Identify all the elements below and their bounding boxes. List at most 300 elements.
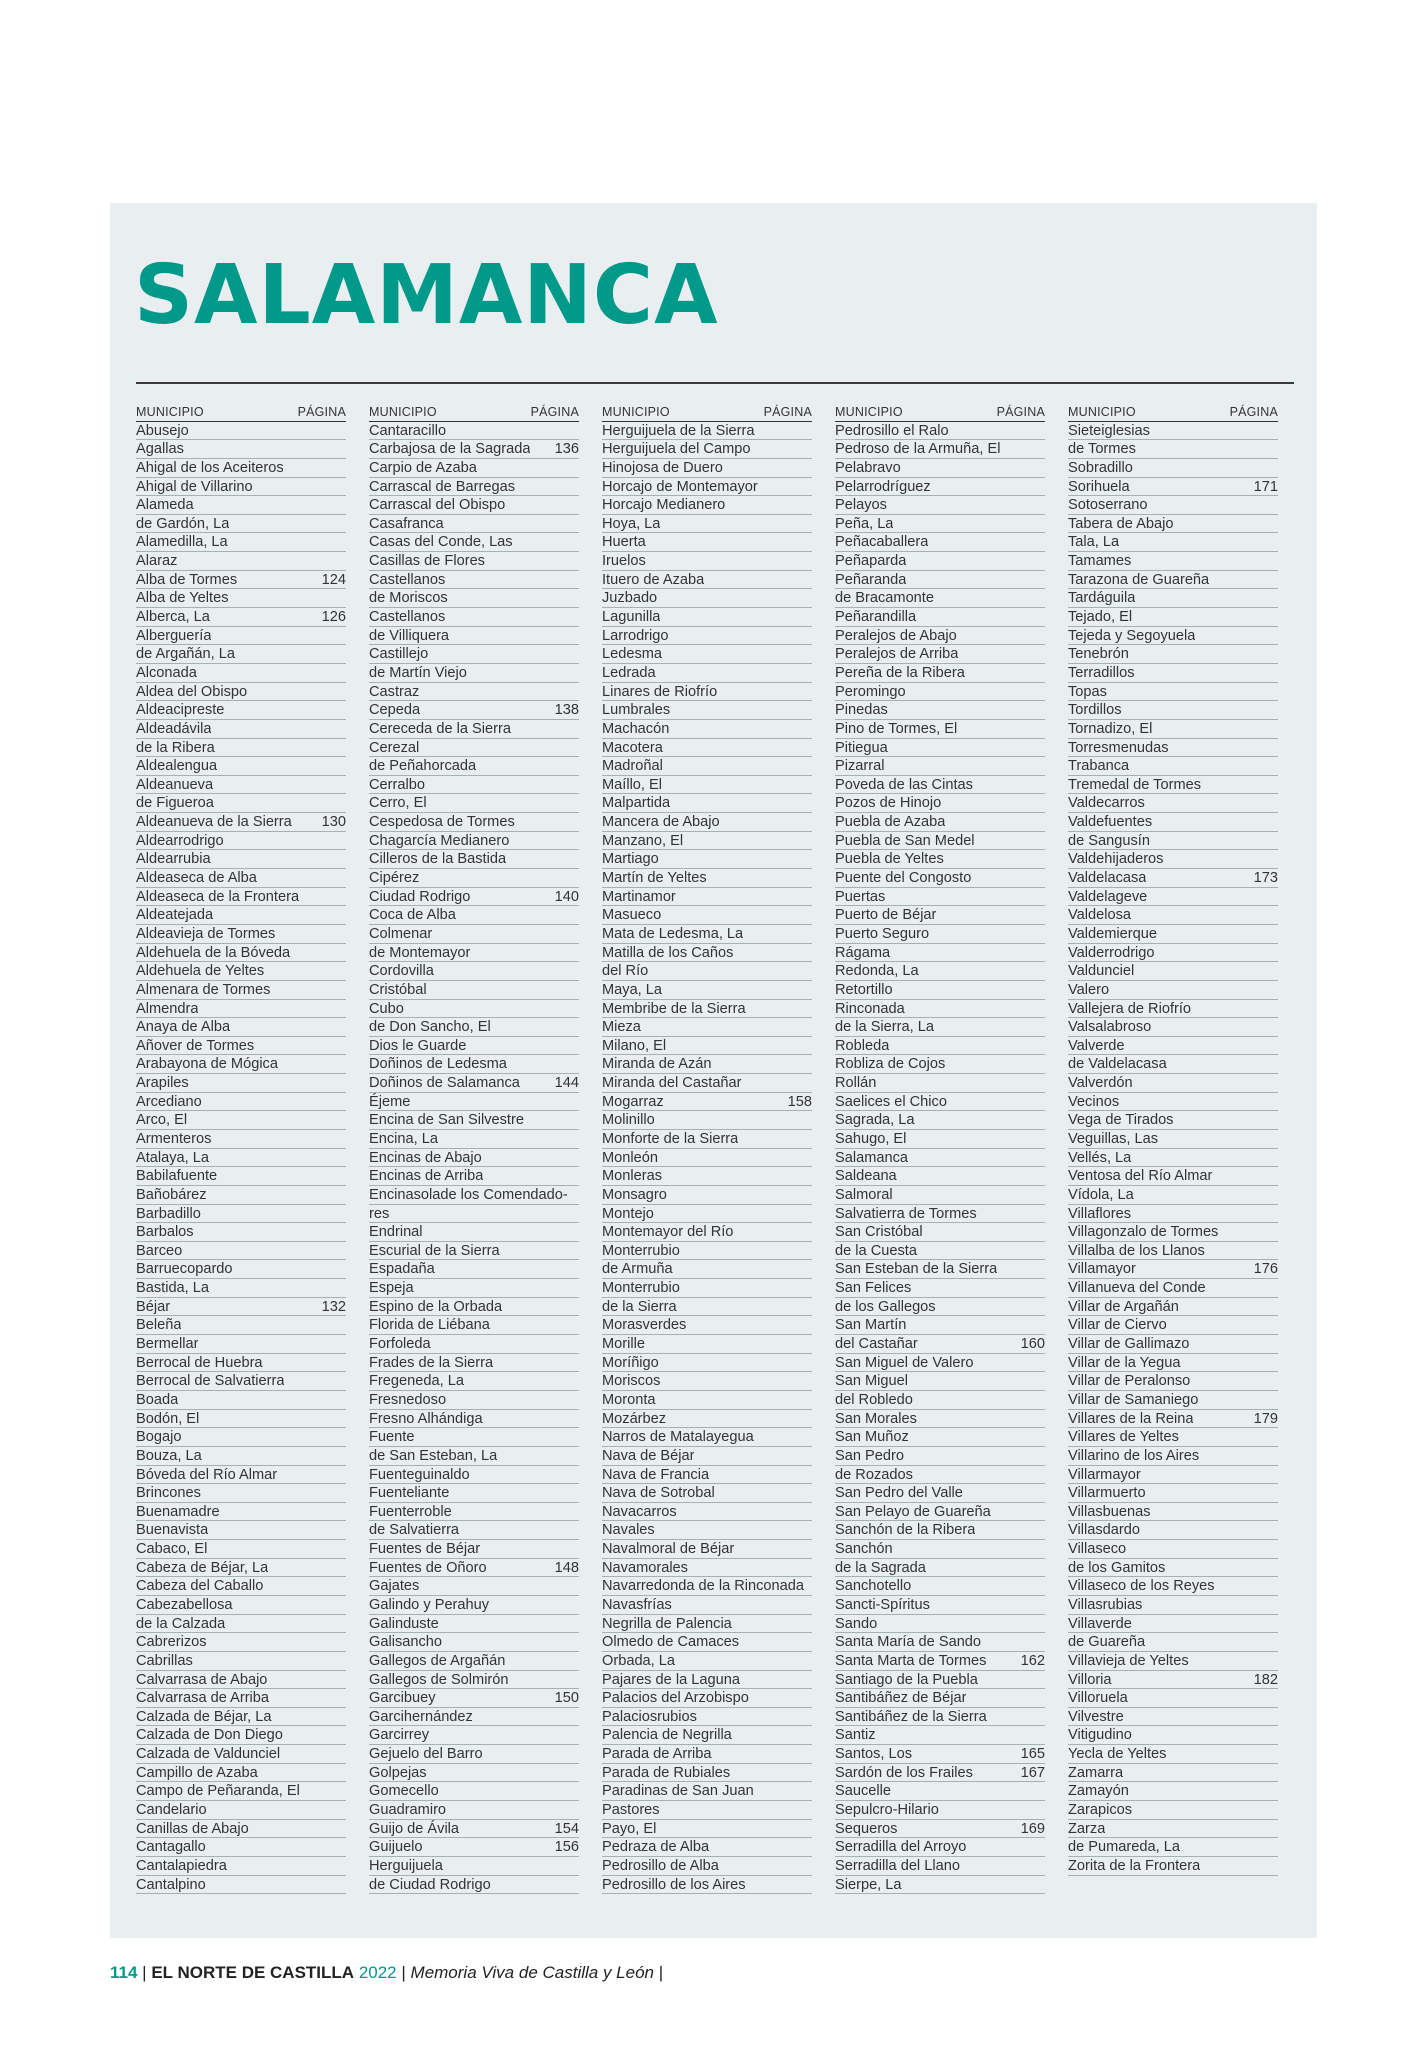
municipality-name: de Villiquera <box>369 627 450 644</box>
municipality-name: Cerralbo <box>369 776 425 793</box>
municipality-row <box>835 925 1045 944</box>
municipality-row <box>136 1130 346 1149</box>
municipality-row <box>369 869 579 888</box>
municipality-name: Escurial de la Sierra <box>369 1242 500 1259</box>
municipality-row <box>835 1484 1045 1503</box>
municipality-row <box>835 552 1045 571</box>
footer-separator: | <box>401 1963 406 1982</box>
municipality-name: Linares de Riofrío <box>602 683 718 700</box>
municipality-name: Mata de Ledesma, La <box>602 925 744 942</box>
municipality-name: Fuentes de Béjar <box>369 1541 481 1558</box>
municipality-name: Valverde <box>1068 1037 1125 1054</box>
municipality-name: Pitiegua <box>835 739 888 756</box>
municipality-row <box>136 1633 346 1652</box>
municipality-row <box>1068 1838 1278 1857</box>
municipality-row <box>602 571 812 590</box>
municipality-row <box>136 962 346 981</box>
municipality-name: Sieteiglesias <box>1068 422 1150 439</box>
municipality-row <box>835 1428 1045 1447</box>
municipality-row <box>136 496 346 515</box>
municipality-name: Sequeros <box>835 1820 898 1837</box>
municipality-row <box>369 422 579 441</box>
municipality-name: Pedrosillo de Alba <box>602 1857 719 1874</box>
municipality-row <box>602 1316 812 1335</box>
municipality-name: Peñarandilla <box>835 609 917 626</box>
municipality-name: Peñaranda <box>835 571 907 588</box>
municipality-row <box>835 1652 1045 1671</box>
page-reference: 148 <box>554 1559 579 1576</box>
municipality-row <box>369 1428 579 1447</box>
municipality-name: Montemayor del Río <box>602 1224 734 1241</box>
municipality-name: Colmenar <box>369 925 433 942</box>
municipality-name: Bastida, La <box>136 1280 210 1297</box>
municipality-row <box>602 1708 812 1727</box>
page-reference: 154 <box>554 1820 579 1837</box>
page-reference: 176 <box>1253 1261 1278 1278</box>
municipality-name: Encinasolade los Comendado- <box>369 1186 568 1203</box>
municipality-row <box>1068 701 1278 720</box>
municipality-name: Galisancho <box>369 1634 443 1651</box>
municipality-name: Gallegos de Argañán <box>369 1652 506 1669</box>
municipality-row <box>835 869 1045 888</box>
municipality-row <box>835 1000 1045 1019</box>
municipality-row <box>1068 1372 1278 1391</box>
municipality-row <box>369 1521 579 1540</box>
municipality-name: Fuenterroble <box>369 1503 452 1520</box>
municipality-name: res <box>369 1205 390 1222</box>
municipality-row <box>369 757 579 776</box>
municipality-name: Valderrodrigo <box>1068 944 1155 961</box>
municipality-row <box>136 1745 346 1764</box>
municipality-name: Cordovilla <box>369 963 434 980</box>
municipality-row <box>369 1130 579 1149</box>
municipality-name: Cantagallo <box>136 1839 206 1856</box>
municipality-name: Cabrillas <box>136 1652 193 1669</box>
municipality-row <box>369 962 579 981</box>
column-header <box>136 403 346 422</box>
municipality-row <box>136 1428 346 1447</box>
municipality-row <box>136 627 346 646</box>
municipality-row <box>369 515 579 534</box>
municipality-row <box>835 813 1045 832</box>
municipality-name: Villar de Samaniego <box>1068 1391 1199 1408</box>
municipality-name: Payo, El <box>602 1820 657 1837</box>
municipality-row <box>602 869 812 888</box>
municipality-name: Aldeanueva de la Sierra <box>136 814 292 831</box>
pagina-header: PÁGINA <box>763 405 812 419</box>
municipality-name: Almendra <box>136 1000 199 1017</box>
municipality-name: Saldeana <box>835 1168 897 1185</box>
municipality-name: de Martín Viejo <box>369 664 467 681</box>
municipality-name: Villasdardo <box>1068 1522 1140 1539</box>
municipality-row <box>1068 888 1278 907</box>
municipality-name: Ituero de Azaba <box>602 571 705 588</box>
municipality-name: Juzbado <box>602 590 658 607</box>
municipality-row <box>835 1708 1045 1727</box>
municipality-row <box>835 1671 1045 1690</box>
municipality-name: San Cristóbal <box>835 1224 923 1241</box>
municipality-row <box>602 1260 812 1279</box>
municipality-row <box>369 1298 579 1317</box>
municipio-header: MUNICIPIO <box>136 405 204 419</box>
municipality-name: Valverdón <box>1068 1075 1133 1092</box>
municipality-row <box>1068 1671 1278 1690</box>
municipality-name: Membribe de la Sierra <box>602 1000 746 1017</box>
municipality-row <box>369 1037 579 1056</box>
municipality-name: Montejo <box>602 1205 654 1222</box>
municipality-row <box>1068 850 1278 869</box>
municipality-row <box>1068 1037 1278 1056</box>
municipality-name: Bermellar <box>136 1336 199 1353</box>
municipality-row <box>602 552 812 571</box>
municipality-row <box>136 1708 346 1727</box>
municipality-row <box>136 1186 346 1205</box>
municipality-row <box>835 664 1045 683</box>
municipality-row <box>835 1745 1045 1764</box>
municipality-name: Santibáñez de Béjar <box>835 1690 967 1707</box>
municipality-row <box>369 1782 579 1801</box>
municipality-name: Negrilla de Palencia <box>602 1615 732 1632</box>
municipality-name: Veguillas, Las <box>1068 1130 1159 1147</box>
municipality-name: Malpartida <box>602 795 671 812</box>
municipality-row <box>136 1671 346 1690</box>
municipality-row <box>1068 1410 1278 1429</box>
municipality-name: Aldeacipreste <box>136 702 225 719</box>
municipality-name: del Río <box>602 963 649 980</box>
municipality-row <box>602 1689 812 1708</box>
municipality-name: Miranda del Castañar <box>602 1075 742 1092</box>
municipality-name: Aldehuela de Yeltes <box>136 963 265 980</box>
municipality-row <box>1068 1223 1278 1242</box>
municipality-row <box>602 1335 812 1354</box>
municipality-row <box>369 1111 579 1130</box>
page-reference: 173 <box>1253 870 1278 887</box>
municipality-name: Brincones <box>136 1485 201 1502</box>
municipality-name: Navales <box>602 1522 655 1539</box>
municipality-name: Calzada de Don Diego <box>136 1727 283 1744</box>
municipality-name: Cereceda de la Sierra <box>369 720 511 737</box>
municipality-name: Sahugo, El <box>835 1130 907 1147</box>
municipality-row <box>602 962 812 981</box>
municipality-row <box>602 794 812 813</box>
municipality-row <box>835 1577 1045 1596</box>
municipality-name: Fuentes de Oñoro <box>369 1559 487 1576</box>
municipality-row <box>1068 1521 1278 1540</box>
municipality-row <box>136 440 346 459</box>
municipality-name: Robliza de Cojos <box>835 1056 946 1073</box>
municipality-row <box>136 459 346 478</box>
municipality-name: Cabaco, El <box>136 1541 208 1558</box>
municipality-name: Mozárbez <box>602 1410 667 1427</box>
municipality-row <box>136 571 346 590</box>
municipality-row <box>835 1055 1045 1074</box>
municipality-name: Galindo y Perahuy <box>369 1597 490 1613</box>
municipality-row <box>602 981 812 1000</box>
municipality-row <box>835 589 1045 608</box>
municipality-row <box>1068 1335 1278 1354</box>
municipality-name: Sanchón de la Ribera <box>835 1522 976 1539</box>
municipality-row <box>369 1577 579 1596</box>
municipality-name: Saelices el Chico <box>835 1093 947 1110</box>
municipality-name: Cerezal <box>369 739 420 756</box>
municipality-row <box>136 1820 346 1839</box>
municipality-name: Navacarros <box>602 1503 677 1520</box>
municipality-row <box>602 440 812 459</box>
municipality-name: Rollán <box>835 1075 877 1092</box>
municipality-row <box>602 645 812 664</box>
municipality-row <box>1068 1428 1278 1447</box>
municipality-row <box>136 1801 346 1820</box>
municipality-row <box>835 478 1045 497</box>
municipality-name: Yecla de Yeltes <box>1068 1746 1167 1763</box>
municipality-name: Aldearrubia <box>136 851 211 868</box>
municipality-row <box>602 1596 812 1615</box>
municipality-row <box>136 1354 346 1373</box>
municipality-name: Fuenteguinaldo <box>369 1466 470 1483</box>
municipality-name: Herguijuela del Campo <box>602 441 751 458</box>
municipality-row <box>136 813 346 832</box>
municipality-row <box>369 1260 579 1279</box>
municipality-name: Vellés, La <box>1068 1149 1132 1166</box>
municipality-row <box>835 1633 1045 1652</box>
municipality-name: Villarmuerto <box>1068 1485 1146 1502</box>
municipality-row <box>369 1671 579 1690</box>
municipality-name: Aldeatejada <box>136 907 214 924</box>
municipality-name: Fresnedoso <box>369 1391 447 1408</box>
municipality-row <box>136 1149 346 1168</box>
municipality-row <box>1068 1167 1278 1186</box>
municipality-row <box>835 906 1045 925</box>
municipality-row <box>136 1838 346 1857</box>
municipality-row <box>835 701 1045 720</box>
municipality-row <box>1068 1055 1278 1074</box>
municipality-row <box>835 1503 1045 1522</box>
municipality-row <box>835 1260 1045 1279</box>
municipality-row <box>369 794 579 813</box>
municipality-row <box>602 1764 812 1783</box>
municipality-row <box>602 1111 812 1130</box>
municipality-row <box>835 1820 1045 1839</box>
municipality-name: Cabeza de Béjar, La <box>136 1559 269 1576</box>
municipality-name: Villar de la Yegua <box>1068 1354 1181 1371</box>
municipality-name: Anaya de Alba <box>136 1019 231 1036</box>
municipality-name: Sepulcro-Hilario <box>835 1802 939 1819</box>
municipality-name: Alaraz <box>136 553 178 570</box>
municipality-name: Ledrada <box>602 664 656 681</box>
municipality-row <box>136 1093 346 1112</box>
municipality-row <box>835 720 1045 739</box>
municipality-name: Ventosa del Río Almar <box>1068 1168 1213 1185</box>
municipality-row <box>1068 459 1278 478</box>
municipality-row <box>1068 608 1278 627</box>
municipality-row <box>1068 962 1278 981</box>
publication-subtitle: Memoria Viva de Castilla y León <box>410 1963 655 1982</box>
municipality-name: Coca de Alba <box>369 907 456 924</box>
municipality-name: Mogarraz <box>602 1093 664 1110</box>
municipality-name: Arcediano <box>136 1093 202 1110</box>
municipality-row <box>835 533 1045 552</box>
municipality-row <box>136 1726 346 1745</box>
municipality-name: Béjar <box>136 1298 171 1315</box>
municipality-name: Tremedal de Tormes <box>1068 776 1202 793</box>
municipality-name: Villares de Yeltes <box>1068 1429 1179 1446</box>
municipality-row <box>369 533 579 552</box>
municipality-row <box>602 1242 812 1261</box>
municipality-name: Vitigudino <box>1068 1727 1132 1744</box>
municipality-name: del Castañar <box>835 1336 918 1353</box>
municipality-row <box>835 1689 1045 1708</box>
municipality-name: Éjeme <box>369 1093 411 1110</box>
municipality-row <box>602 496 812 515</box>
municipality-name: Pastores <box>602 1802 660 1819</box>
municipality-name: San Pedro del Valle <box>835 1485 963 1502</box>
municipality-name: Palaciosrubios <box>602 1708 697 1725</box>
municipality-name: Frades de la Sierra <box>369 1354 494 1371</box>
municipality-name: Puerto Seguro <box>835 925 930 942</box>
municipality-row <box>835 776 1045 795</box>
municipality-name: Bodón, El <box>136 1410 200 1427</box>
municipality-row <box>1068 1298 1278 1317</box>
municipality-row <box>136 1484 346 1503</box>
municipality-row <box>136 1074 346 1093</box>
municipality-row <box>835 1205 1045 1224</box>
municipality-row <box>369 1055 579 1074</box>
municipality-name: Canillas de Abajo <box>136 1820 249 1837</box>
municipality-name: Macotera <box>602 739 663 756</box>
municipality-name: Arabayona de Mógica <box>136 1056 278 1073</box>
municipality-row <box>1068 1205 1278 1224</box>
municipality-name: Sobradillo <box>1068 459 1133 476</box>
municipality-name: Villamayor <box>1068 1261 1136 1278</box>
municipality-row <box>602 589 812 608</box>
municipality-name: Doñinos de Salamanca <box>369 1075 520 1092</box>
municipality-name: San Miguel <box>835 1373 909 1390</box>
municipality-name: Villar de Ciervo <box>1068 1317 1167 1334</box>
municipality-row <box>136 478 346 497</box>
municipality-row <box>602 1037 812 1056</box>
municipality-row <box>835 1279 1045 1298</box>
municipality-name: Bogajo <box>136 1429 182 1446</box>
municipality-row <box>136 701 346 720</box>
municipality-row <box>369 1000 579 1019</box>
municipality-name: Sierpe, La <box>835 1876 902 1893</box>
municipality-name: Vallejera de Riofrío <box>1068 1000 1192 1017</box>
page-reference: 132 <box>321 1298 346 1315</box>
municipality-row <box>136 1466 346 1485</box>
municipality-name: Villoruela <box>1068 1690 1128 1707</box>
municipality-row <box>835 1764 1045 1783</box>
municipality-row <box>136 1335 346 1354</box>
footer-separator: | <box>142 1963 147 1982</box>
municipality-row <box>1068 1577 1278 1596</box>
municipality-name: Villares de la Reina <box>1068 1410 1194 1427</box>
municipality-name: Valdehijaderos <box>1068 851 1164 868</box>
municipality-name: de la Cuesta <box>835 1242 917 1259</box>
municipality-name: Cabrerizos <box>136 1634 207 1651</box>
municipality-row <box>369 906 579 925</box>
municipality-row <box>136 1782 346 1801</box>
municipality-name: Fuenteliante <box>369 1485 450 1502</box>
municipality-name: Carrascal de Barregas <box>369 478 516 495</box>
index-column-4 <box>835 403 1045 1894</box>
municipality-name: Aldealengua <box>136 758 218 775</box>
municipality-row <box>136 1298 346 1317</box>
municipality-name: Hoya, La <box>602 515 661 532</box>
municipality-name: Mancera de Abajo <box>602 814 720 831</box>
page-number: 114 <box>110 1963 138 1982</box>
municipality-name: Armenteros <box>136 1130 212 1147</box>
municipality-row <box>1068 925 1278 944</box>
municipality-name: Puebla de Azaba <box>835 814 946 831</box>
municipality-name: Paradinas de San Juan <box>602 1783 754 1800</box>
municipality-name: Salvatierra de Tormes <box>835 1205 977 1222</box>
municipality-row <box>369 1876 579 1895</box>
municipality-name: Almenara de Tormes <box>136 981 271 998</box>
municipality-row <box>1068 1111 1278 1130</box>
municipality-name: Tejeda y Segoyuela <box>1068 627 1196 644</box>
municipality-row <box>602 1205 812 1224</box>
municipality-name: de la Sierra <box>602 1298 677 1315</box>
municipality-name: Santa María de Sando <box>835 1634 982 1651</box>
municipality-name: de Montemayor <box>369 944 471 961</box>
municipality-row <box>369 1708 579 1727</box>
municipality-name: Zarza <box>1068 1820 1106 1837</box>
municipality-name: de Moriscos <box>369 590 448 607</box>
municipality-name: Sanchón <box>835 1541 893 1558</box>
municipality-name: Gejuelo del Barro <box>369 1746 483 1763</box>
municipality-row <box>369 1689 579 1708</box>
municipality-row <box>602 422 812 441</box>
page-reference: 144 <box>554 1075 579 1092</box>
municipality-row <box>369 944 579 963</box>
municipality-name: Pereña de la Ribera <box>835 664 965 681</box>
municipality-row <box>1068 906 1278 925</box>
municipality-row <box>602 1279 812 1298</box>
footer-separator: | <box>658 1963 664 1982</box>
municipality-name: Garcirrey <box>369 1727 429 1744</box>
municipality-row <box>369 720 579 739</box>
municipality-name: Casas del Conde, Las <box>369 534 513 551</box>
municipality-row <box>136 683 346 702</box>
page-reference: 124 <box>321 571 346 588</box>
municipality-name: Sotoserrano <box>1068 497 1148 514</box>
municipality-row <box>1068 1633 1278 1652</box>
municipality-name: Villar de Argañán <box>1068 1298 1179 1315</box>
municipality-name: Cantalpino <box>136 1876 206 1893</box>
municipality-row <box>835 1391 1045 1410</box>
municipality-name: Valdefuentes <box>1068 814 1153 831</box>
municipality-row <box>369 925 579 944</box>
municipality-row <box>369 664 579 683</box>
municipality-row <box>835 1149 1045 1168</box>
municipality-name: Endrinal <box>369 1224 423 1241</box>
municipality-row <box>136 720 346 739</box>
municipality-row <box>369 1205 579 1224</box>
municipality-name: Boada <box>136 1391 179 1408</box>
municipality-name: Cespedosa de Tormes <box>369 814 515 831</box>
municipality-name: Cantaracillo <box>369 422 447 439</box>
municipality-name: Serradilla del Arroyo <box>835 1839 967 1856</box>
municipality-row <box>602 1186 812 1205</box>
municipality-name: Villar de Peralonso <box>1068 1373 1191 1390</box>
municipality-row <box>369 1242 579 1261</box>
municipality-row <box>369 1335 579 1354</box>
municipality-row <box>1068 1503 1278 1522</box>
municipality-row <box>602 1652 812 1671</box>
municipality-row <box>369 1857 579 1876</box>
municipality-row <box>602 1484 812 1503</box>
municipality-name: Milano, El <box>602 1037 667 1054</box>
